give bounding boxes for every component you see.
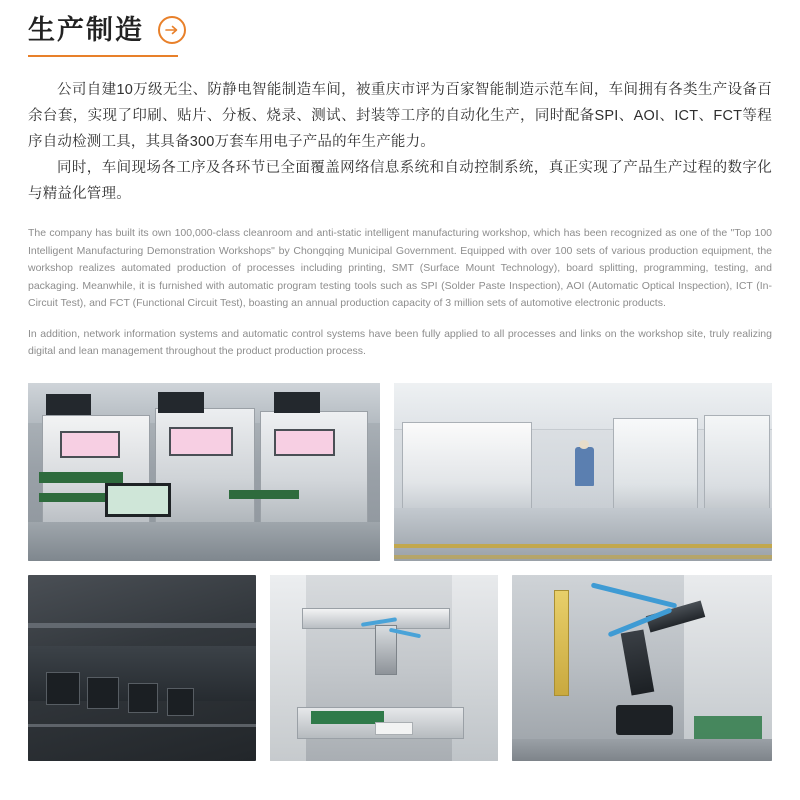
gallery-row-2 [28,575,772,761]
photo-cleanroom-aisle[interactable] [394,383,772,561]
photo-dispensing-machine[interactable] [270,575,498,761]
photo-pcb-closeup[interactable] [28,575,256,761]
english-paragraph-1: The company has built its own 100,000-class cleanroom and anti-static intelligent manufacturing workshop, which has been recognized as one of the "Top 100 Intelligent Manufacturing Demonstration Workshops" by Chongqing Municipal Government. Equipped with over 100 sets of various production equipment, the workshop realizes automated production of processes including printing, SMT (Surface Mount Technology), board splitting, programming, testing, and packaging. Meanwhile, it is furnished with automatic program testing tools such as SPI (Solder Paste Inspection), AOI (Automatic Optical Inspection), ICT (In-Circuit Test), and FCT (Functional Circuit Test), boasting an annual production capacity of 3 million sets of automotive electronic products. [28,227,772,310]
arrow-right-circle-icon[interactable] [158,16,186,44]
title-underline [28,55,178,57]
chinese-body [28,77,772,207]
photo-gallery [28,383,772,761]
page-title: 生产制造 [28,15,144,45]
chinese-paragraph-2: 同时，车间现场各工序及各环节已全面覆盖网络信息系统和自动控制系统，真正实现了产品生产过程的数字化与精益化管理。 [28,160,772,203]
photo-robot-arm[interactable] [512,575,772,761]
english-body [28,225,772,361]
section-header [28,0,772,46]
chinese-paragraph-1: 公司自建10万级无尘、防静电智能制造车间，被重庆市评为百家智能制造示范车间，车间拥有各类生产设备百余台套，实现了印刷、贴片、分板、烧录、测试、封装等工序的自动化生产，同时配备SPI、AOI、ICT、FCT等程序自动检测工具，其具备300万套车用电子产品的年生产能力。 [28,82,772,151]
photo-smt-production-line[interactable] [28,383,380,561]
english-paragraph-2: In addition, network information systems and automatic control systems have been fully applied to all processes and links on the workshop site, truly realizing digital and lean management throughout the product production process. [28,327,772,358]
gallery-row-1 [28,383,772,561]
